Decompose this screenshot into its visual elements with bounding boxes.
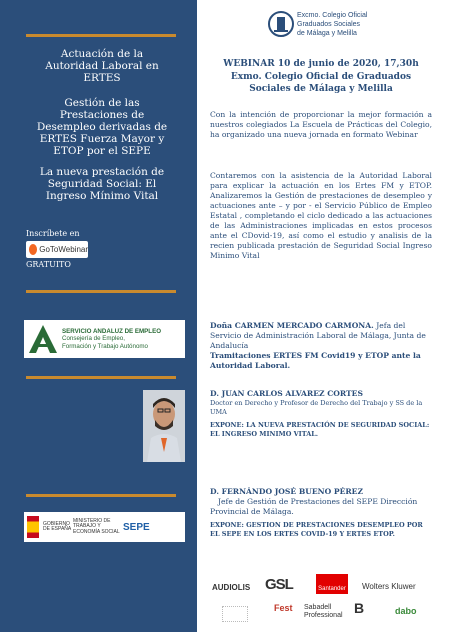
- signup-label: Inscríbete en: [26, 229, 80, 238]
- speaker-3-topic: EXPONE: GESTION DE PRESTACIONES DESEMPLEO POR EL SEPE EN LOS ERTES COVID-19 Y ERTES ETOP.: [210, 521, 423, 538]
- gotowebinar-text: GoToWebinar: [39, 245, 88, 254]
- body-text: Contaremos con la asistencia de la Autoridad Laboral para explicar la actuación en los Ertes FM y ETOP. Analizaremos la Gestión de prestaciones de desempleo y actuaciones ante – y por - el Servicio Público de Empleo Estatal , completando el ciclo dedicado a las actuaciones de las Administraciones implicadas en estos procesos ante el CDovid-19, así como el estudio y analisis de la recien publicada prestación de Seguridad Social Ingreso Minimo Vital: [210, 171, 432, 260]
- sepe-text: SEPE: [123, 521, 150, 533]
- mid-gold-rule: [26, 290, 176, 293]
- left-panel: [0, 0, 197, 632]
- fest-logo: Fest: [274, 603, 293, 613]
- dabo-logo: dabo: [395, 606, 417, 616]
- bottom-gold-rule: [26, 494, 176, 497]
- spanish-coat-icon: [27, 516, 39, 538]
- sabadell-logo: Sabadell Professional: [304, 604, 343, 619]
- speaker-1-role: Jefa del Servicio de Administración Laboral de Málaga, Junta de Andalucía: [210, 321, 426, 350]
- topic-block-1: Actuación de la Autoridad Laboral en ERTES: [45, 48, 159, 84]
- topic-block-2: Gestión de las Prestaciones de Desempleo derivadas de ERTES Fuerza Mayor y ETOP por el SEPE: [36, 97, 168, 157]
- institution-logo: [222, 606, 248, 622]
- speaker-3-name: D. FERNÁNDO JOSÉ BUENO PÉREZ: [210, 487, 364, 496]
- topic-block-3: La nueva prestación de Seguridad Social: El Ingreso Mínimo Vital: [39, 166, 165, 202]
- speaker-1: [210, 321, 432, 371]
- speaker-1-topic: Tramitaciones ERTES FM Covid19 y ETOP ante la Autoridad Laboral.: [210, 351, 421, 370]
- wolters-kluwer-logo: Wolters Kluwer: [362, 582, 416, 591]
- bs-logo: B: [354, 600, 365, 616]
- speaker-photo: [143, 390, 185, 462]
- gobierno-text: GOBIERNO DE ESPAÑA: [43, 520, 72, 532]
- gotowebinar-logo[interactable]: [26, 241, 88, 258]
- andalucia-line-2: Consejería de Empleo,: [62, 335, 125, 343]
- top-gold-rule: [26, 34, 176, 37]
- speaker-2-name: D. JUAN CARLOS ALVAREZ CORTES: [210, 389, 363, 398]
- ministry-text: MINISTERIO DE TRABAJO Y ECONOMÍA SOCIAL: [73, 517, 120, 535]
- page-title: WEBINAR 10 de junio de 2020, 17,30h Exmo. Colegio Oficial de Graduados Sociales de Málaga y Melilla: [223, 59, 419, 94]
- spanish-government-logo: [24, 512, 185, 542]
- speaker-3-role: Jefe de Gestión de Prestaciones del SEPE Dirección Provincial de Málaga.: [210, 497, 418, 516]
- gotowebinar-icon: [29, 244, 37, 255]
- andalucia-line-3: Formación y Trabajo Autónomo: [62, 342, 148, 350]
- audiolis-logo: AUDIOLIS: [212, 583, 251, 592]
- speaker-2-topic: EXPONE: LA NUEVA PRESTACIÓN DE SEGURIDAD SOCIAL: EL INGRESO MINIMO VITAL.: [210, 421, 430, 438]
- gsl-logo: GSL: [265, 576, 293, 593]
- speaker-3: [210, 487, 432, 539]
- college-seal-icon: [268, 10, 294, 38]
- speaker-2: [210, 389, 432, 439]
- lower-gold-rule: [26, 376, 176, 379]
- andalucia-line-1: SERVICIO ANDALUZ DE EMPLEO: [62, 327, 162, 335]
- intro-text: Con la intención de proporcionar la mejor formación a nuestros colegiados La Escuela de Prácticas del Colegio, ha organizado una nueva jornada en formato Webinar: [210, 110, 432, 139]
- college-name: Excmo. Colegio Oficial Graduados Sociales de Málaga y Melilla: [297, 12, 368, 37]
- speaker-1-name: Doña CARMEN MERCADO CARMONA.: [210, 321, 374, 330]
- andalucia-a-icon: [27, 323, 59, 355]
- speaker-2-role: Doctor en Derecho y Profesor de Derecho del Trabajo y SS de la UMA: [210, 399, 423, 416]
- santander-logo: Santander: [316, 574, 348, 594]
- andalucia-employment-logo: [24, 320, 185, 358]
- free-label: GRATUITO: [26, 260, 71, 269]
